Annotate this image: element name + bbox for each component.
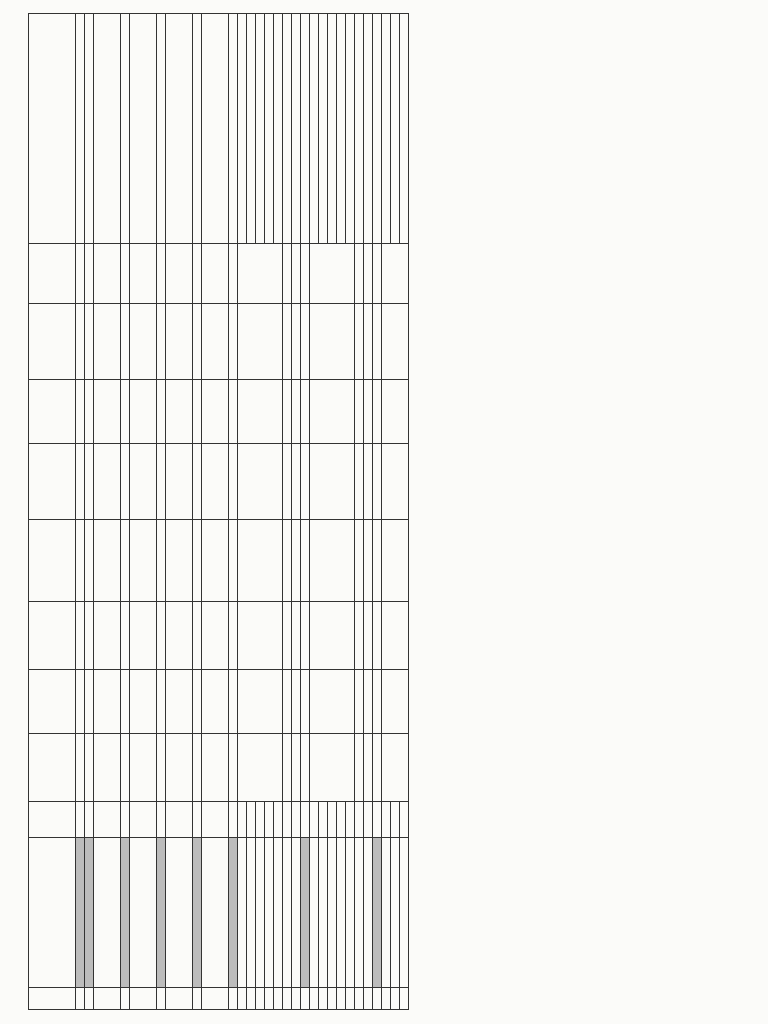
cell-wastage-pct <box>94 244 121 304</box>
section-row-ca10 <box>301 14 310 1010</box>
table-row <box>94 14 121 1010</box>
cell-received-till <box>202 734 229 802</box>
row-uom <box>337 802 346 838</box>
section-number <box>229 988 238 1010</box>
cell-current-month <box>238 670 283 734</box>
table-row <box>292 14 301 1010</box>
cell-remark <box>94 14 121 244</box>
cell-net-wastage <box>94 304 121 380</box>
cell-remark <box>202 14 229 244</box>
cell-total-received <box>94 602 121 670</box>
cell-received-till <box>382 734 409 802</box>
cell-physical-stock <box>130 380 157 444</box>
cell-received-till <box>310 734 355 802</box>
table-row <box>310 14 319 1010</box>
cell-total-received <box>310 602 355 670</box>
cell-current-month <box>94 670 121 734</box>
cell-net-wastage <box>382 304 409 380</box>
row-uom <box>265 802 274 838</box>
row-uom <box>202 802 229 838</box>
cell-wastage-pct <box>166 244 193 304</box>
row-uom <box>328 802 337 838</box>
cell-received-till <box>166 734 193 802</box>
row-sno <box>319 988 328 1010</box>
section-name <box>229 838 238 988</box>
table-row <box>238 14 247 1010</box>
cell-received-till <box>238 734 283 802</box>
table-row <box>382 14 391 1010</box>
row-sno <box>364 988 373 1010</box>
cell-wastage-pct <box>382 244 409 304</box>
cell-wastage-pct <box>238 244 283 304</box>
subsection-name <box>157 838 166 988</box>
row-description <box>346 838 355 988</box>
cell-current-month <box>310 670 355 734</box>
cell-total-received <box>202 602 229 670</box>
cell-received-till <box>130 734 157 802</box>
cell-physical-stock <box>382 380 409 444</box>
subsection-row-opc43 <box>85 14 94 1010</box>
cell-total-received <box>166 602 193 670</box>
header-current-month <box>29 670 76 734</box>
header-row <box>29 14 76 1010</box>
subsection-name <box>85 838 94 988</box>
cell-actual-consumption <box>238 444 283 520</box>
row-uom <box>238 802 247 838</box>
cell-actual-consumption <box>94 444 121 520</box>
row-sno <box>382 988 391 1010</box>
cell-net-wastage <box>130 304 157 380</box>
cell-current-month <box>202 670 229 734</box>
row-uom <box>256 802 265 838</box>
subsection-name <box>121 838 130 988</box>
row-sno <box>310 988 319 1010</box>
cell-actual-consumption <box>166 444 193 520</box>
cell-physical-stock <box>310 380 355 444</box>
table-row <box>364 14 373 1010</box>
row-description <box>256 838 265 988</box>
row-uom <box>130 802 157 838</box>
cell-actual-consumption <box>382 444 409 520</box>
cell-consumption-till <box>166 520 193 602</box>
cell-remark <box>166 14 193 244</box>
cell-consumption-till <box>130 520 157 602</box>
row-sno <box>274 988 283 1010</box>
row-uom <box>274 802 283 838</box>
row-sno <box>94 988 121 1010</box>
cell-wastage-pct <box>310 244 355 304</box>
cell-current-month <box>130 670 157 734</box>
row-description <box>265 838 274 988</box>
cell-consumption-till <box>94 520 121 602</box>
table-row <box>355 14 364 1010</box>
cell-total-received <box>382 602 409 670</box>
row-sno <box>283 988 292 1010</box>
row-uom <box>382 802 391 838</box>
cell-net-wastage <box>238 304 283 380</box>
cell-consumption-till <box>310 520 355 602</box>
row-uom <box>319 802 328 838</box>
header-actual-consumption <box>29 444 76 520</box>
cell-physical-stock <box>94 380 121 444</box>
cell-net-wastage <box>310 304 355 380</box>
row-uom <box>94 802 121 838</box>
row-description <box>94 838 121 988</box>
row-sno <box>256 988 265 1010</box>
row-uom <box>346 802 355 838</box>
header-sno <box>29 988 76 1010</box>
row-description <box>166 838 193 988</box>
table-row <box>166 14 193 1010</box>
row-sno <box>166 988 193 1010</box>
row-sno <box>391 988 400 1010</box>
cell-physical-stock <box>202 380 229 444</box>
row-sno <box>346 988 355 1010</box>
row-description <box>310 838 319 988</box>
cell-total-received <box>238 602 283 670</box>
cell-physical-stock <box>166 380 193 444</box>
section-name <box>373 838 382 988</box>
row-description <box>202 838 229 988</box>
section-number <box>373 988 382 1010</box>
cell-actual-consumption <box>202 444 229 520</box>
cell-actual-consumption <box>130 444 157 520</box>
row-uom <box>391 802 400 838</box>
row-sno <box>130 988 157 1010</box>
row-sno <box>337 988 346 1010</box>
section-number <box>76 988 85 1010</box>
row-sno <box>292 988 301 1010</box>
header-uom <box>29 802 76 838</box>
row-description <box>391 838 400 988</box>
cell-wastage-pct <box>202 244 229 304</box>
row-sno <box>328 988 337 1010</box>
row-uom <box>166 802 193 838</box>
row-sno <box>400 988 409 1010</box>
subsection-row-slag <box>157 14 166 1010</box>
cell-current-month <box>166 670 193 734</box>
row-description <box>319 838 328 988</box>
section-row-sand <box>373 14 382 1010</box>
cell-consumption-till <box>202 520 229 602</box>
section-row-ca20 <box>229 14 238 1010</box>
reconciliation-table <box>28 13 409 1010</box>
header-total-received <box>29 602 76 670</box>
row-description <box>382 838 391 988</box>
row-description <box>400 838 409 988</box>
row-description <box>238 838 247 988</box>
row-uom <box>310 802 319 838</box>
row-description <box>328 838 337 988</box>
section-name <box>76 838 85 988</box>
subsection-name <box>193 838 202 988</box>
header-wastage-pct <box>29 244 76 304</box>
cell-current-month <box>382 670 409 734</box>
row-sno <box>238 988 247 1010</box>
header-received-till <box>29 734 76 802</box>
header-material <box>29 838 76 988</box>
cell-wastage-pct <box>130 244 157 304</box>
header-remarks <box>29 14 76 244</box>
header-physical-stock <box>29 380 76 444</box>
row-description <box>274 838 283 988</box>
header-net-wastage <box>29 304 76 380</box>
row-sno <box>247 988 256 1010</box>
cell-net-wastage <box>202 304 229 380</box>
header-consumption-till <box>29 520 76 602</box>
cell-remark <box>130 14 157 244</box>
cell-net-wastage <box>166 304 193 380</box>
row-sno <box>355 988 364 1010</box>
section-number <box>301 988 310 1010</box>
cell-actual-consumption <box>310 444 355 520</box>
row-uom <box>247 802 256 838</box>
row-uom <box>400 802 409 838</box>
cell-received-till <box>94 734 121 802</box>
table-row <box>202 14 229 1010</box>
row-sno <box>202 988 229 1010</box>
subsection-row-ppc <box>193 14 202 1010</box>
section-row-cement <box>76 14 85 1010</box>
cell-physical-stock <box>238 380 283 444</box>
row-description <box>247 838 256 988</box>
section-name <box>301 838 310 988</box>
subsection-row-opc53 <box>121 14 130 1010</box>
cell-consumption-till <box>382 520 409 602</box>
row-description <box>130 838 157 988</box>
cell-consumption-till <box>238 520 283 602</box>
table-row <box>283 14 292 1010</box>
table-row <box>130 14 157 1010</box>
row-sno <box>265 988 274 1010</box>
row-description <box>337 838 346 988</box>
cell-total-received <box>130 602 157 670</box>
